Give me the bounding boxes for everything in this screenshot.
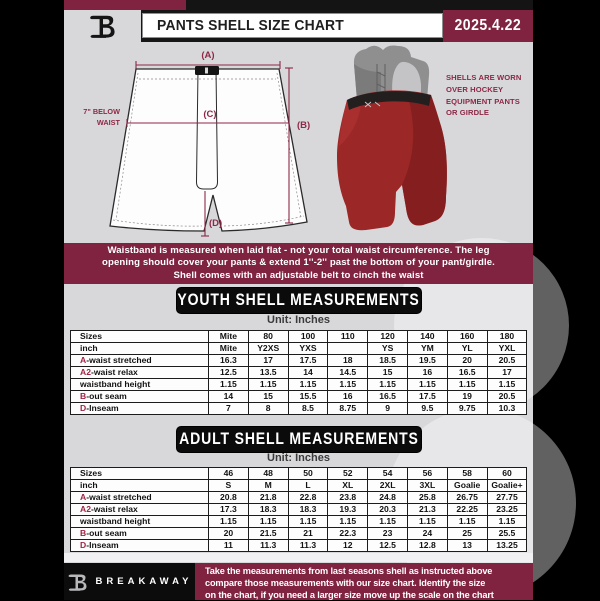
row-label: A2-waist relax: [71, 504, 209, 516]
table-cell: 1.15: [209, 516, 249, 528]
table-cell: 10.3: [487, 403, 527, 415]
text-line: opening should cover your pants & extend 1''-2'' past the bottom of your pant/girdle.: [102, 257, 495, 269]
table-row: [71, 468, 527, 480]
table-cell: 21.8: [248, 492, 288, 504]
table-cell: 1.15: [328, 379, 368, 391]
table-cell: 12.5: [368, 540, 408, 552]
row-label: A-waist stretched: [71, 492, 209, 504]
table-cell: 18: [328, 355, 368, 367]
row-label: D-Inseam: [71, 540, 209, 552]
table-cell: 26.75: [447, 492, 487, 504]
table-cell: 9.5: [407, 403, 447, 415]
table-cell: 1.15: [487, 379, 527, 391]
table-cell: 14: [209, 391, 249, 403]
row-label: waistband height: [71, 516, 209, 528]
table-cell: 20: [447, 355, 487, 367]
table-cell: 23.8: [328, 492, 368, 504]
table-cell: 8: [248, 403, 288, 415]
table-cell: 27.75: [487, 492, 527, 504]
table-row: [71, 480, 527, 492]
table-cell: L: [288, 480, 328, 492]
row-label-prefix: A2: [80, 367, 91, 377]
row-label-prefix: D: [80, 403, 87, 413]
table-cell: 52: [328, 468, 368, 480]
row-label: inch: [71, 343, 209, 355]
shorts-outline: [110, 69, 307, 231]
table-cell: S: [209, 480, 249, 492]
brand-logo-box: [64, 10, 141, 42]
belt-buckle-icon: [195, 66, 219, 75]
text-line: Waistband is measured when laid flat - not your total waist circumference. The leg: [107, 244, 490, 256]
table-cell: 13.25: [487, 540, 527, 552]
row-label: B-out seam: [71, 391, 209, 403]
row-label: B-out seam: [71, 528, 209, 540]
table-cell: 20.5: [487, 391, 527, 403]
table-cell: 1.15: [248, 516, 288, 528]
table-cell: 17: [248, 355, 288, 367]
table-row: [71, 331, 527, 343]
table-cell: 1.15: [288, 379, 328, 391]
table-cell: 14: [288, 367, 328, 379]
measurements-table: [70, 467, 527, 552]
table-cell: 1.15: [447, 379, 487, 391]
footer-brand-box: [64, 563, 195, 600]
page-title-box: [142, 13, 443, 38]
header-bar: [64, 10, 533, 42]
youth-section-title-banner: [177, 288, 421, 313]
table-cell: 56: [407, 468, 447, 480]
table-cell: 1.15: [407, 516, 447, 528]
table-cell: 60: [487, 468, 527, 480]
table-cell: 8.75: [328, 403, 368, 415]
table-cell: YXL: [487, 343, 527, 355]
table-cell: 16.5: [447, 367, 487, 379]
table-row: [71, 391, 527, 403]
table-row: [71, 343, 527, 355]
table-cell: YM: [407, 343, 447, 355]
table-row: [71, 528, 527, 540]
page-title: PANTS SHELL SIZE CHART: [157, 17, 345, 34]
table-row: [71, 540, 527, 552]
row-label: inch: [71, 480, 209, 492]
table-row: [71, 379, 527, 391]
revision-date-box: [443, 10, 533, 42]
table-cell: Goalie+: [487, 480, 527, 492]
table-cell: 110: [328, 331, 368, 343]
table-cell: 15: [248, 391, 288, 403]
footer: [64, 563, 533, 600]
breakaway-b-icon: [86, 11, 120, 41]
table-cell: 11.3: [248, 540, 288, 552]
measurements-table: [70, 330, 527, 415]
table-cell: 24: [407, 528, 447, 540]
measurement-diagram-area: [64, 42, 533, 243]
table-cell: 11.3: [288, 540, 328, 552]
table-cell: 21.5: [248, 528, 288, 540]
table-cell: 1.15: [447, 516, 487, 528]
table-cell: 24.8: [368, 492, 408, 504]
table-cell: 7: [209, 403, 249, 415]
table-cell: 17.3: [209, 504, 249, 516]
adult-section-title-banner: [177, 427, 421, 452]
table-cell: 13.5: [248, 367, 288, 379]
table-cell: 20.5: [487, 355, 527, 367]
text-line: EQUIPMENT PANTS: [446, 96, 520, 106]
row-label: A-waist stretched: [71, 355, 209, 367]
table-cell: 46: [209, 468, 249, 480]
youth-section-title: YOUTH SHELL MEASUREMENTS: [177, 291, 420, 309]
table-cell: 1.15: [407, 379, 447, 391]
row-label-prefix: A: [80, 355, 87, 365]
table-cell: 16.3: [209, 355, 249, 367]
row-label-prefix: B: [80, 391, 87, 401]
text-line: SHELLS ARE WORN: [446, 73, 522, 82]
waist-note-line2: WAIST: [96, 118, 120, 127]
table-cell: Y2XS: [248, 343, 288, 355]
table-cell: 16: [407, 367, 447, 379]
brand-name: BREAKAWAY: [95, 576, 193, 587]
row-label: waistband height: [71, 379, 209, 391]
table-cell: Mite: [209, 343, 249, 355]
table-cell: 50: [288, 468, 328, 480]
row-label-prefix: D: [80, 540, 87, 550]
table-cell: 12.8: [407, 540, 447, 552]
dim-label-d: (D): [209, 218, 223, 229]
table-row: [71, 516, 527, 528]
shorts-measurement-diagram: [64, 42, 344, 243]
table-cell: 25.5: [487, 528, 527, 540]
table-cell: 1.15: [328, 516, 368, 528]
youth-size-table: [70, 330, 527, 415]
table-cell: 19.5: [407, 355, 447, 367]
table-cell: 21.3: [407, 504, 447, 516]
dim-label-b: (B): [297, 120, 311, 131]
row-label-prefix: A: [80, 492, 87, 502]
table-cell: 180: [487, 331, 527, 343]
table-cell: 140: [407, 331, 447, 343]
table-cell: 1.15: [487, 516, 527, 528]
revision-date: 2025.4.22: [454, 17, 522, 34]
top-accent-maroon: [64, 0, 186, 10]
table-cell: 120: [368, 331, 408, 343]
text-line: Take the measurements from last seasons shell as instructed above: [205, 566, 493, 576]
pre-footer-strip: [64, 553, 533, 562]
text-line: compare those measurements with our size chart. Identify the size: [205, 577, 486, 588]
table-cell: 15.5: [288, 391, 328, 403]
top-accent-strip: [64, 0, 533, 10]
table-cell: YL: [447, 343, 487, 355]
table-cell: 16: [328, 391, 368, 403]
waistband-info-banner: [64, 243, 533, 284]
table-cell: 17: [487, 367, 527, 379]
table-cell: 22.8: [288, 492, 328, 504]
table-cell: 1.15: [209, 379, 249, 391]
youth-unit-label: Unit: Inches: [267, 314, 330, 326]
table-cell: 11: [209, 540, 249, 552]
table-cell: 48: [248, 468, 288, 480]
table-cell: XL: [328, 480, 368, 492]
table-cell: 23: [368, 528, 408, 540]
row-label-prefix: B: [80, 528, 87, 538]
table-cell: 54: [368, 468, 408, 480]
table-row: [71, 504, 527, 516]
shell-usage-note: [446, 72, 532, 119]
table-cell: YXS: [288, 343, 328, 355]
size-chart-document: [64, 0, 533, 600]
table-cell: Mite: [209, 331, 249, 343]
row-label-prefix: A2: [80, 504, 91, 514]
adult-unit-label: Unit: Inches: [267, 452, 330, 464]
table-cell: 100: [288, 331, 328, 343]
table-row: [71, 403, 527, 415]
table-cell: 80: [248, 331, 288, 343]
table-cell: 12: [328, 540, 368, 552]
text-line: on the chart, if you need a larger size move up the scale on the chart: [205, 589, 494, 600]
table-cell: 17.5: [407, 391, 447, 403]
row-label: D-Inseam: [71, 403, 209, 415]
row-label: Sizes: [71, 468, 209, 480]
table-cell: YS: [368, 343, 408, 355]
text-line: OVER HOCKEY: [446, 84, 504, 94]
table-cell: 2XL: [368, 480, 408, 492]
table-cell: 25: [447, 528, 487, 540]
table-cell: 20.3: [368, 504, 408, 516]
dim-label-a: (A): [201, 50, 215, 61]
red-shell-shape: [337, 90, 447, 230]
table-cell: 8.5: [288, 403, 328, 415]
table-cell: 13: [447, 540, 487, 552]
table-cell: 21: [288, 528, 328, 540]
table-cell: M: [248, 480, 288, 492]
table-cell: 17.5: [288, 355, 328, 367]
table-cell: 3XL: [407, 480, 447, 492]
table-cell: 18.5: [368, 355, 408, 367]
table-cell: 20: [209, 528, 249, 540]
footer-instructions: [195, 563, 533, 600]
dim-label-c: (C): [203, 109, 217, 120]
text-line: OR GIRDLE: [446, 108, 490, 118]
table-cell: 15: [368, 367, 408, 379]
table-cell: [328, 343, 368, 355]
table-cell: 25.8: [407, 492, 447, 504]
table-row: [71, 367, 527, 379]
adult-section-title: ADULT SHELL MEASUREMENTS: [178, 430, 419, 448]
text-line: Shell comes with an adjustable belt to cinch the waist: [173, 269, 424, 281]
table-cell: 9: [368, 403, 408, 415]
table-cell: 58: [447, 468, 487, 480]
table-cell: 16.5: [368, 391, 408, 403]
waist-note-line1: 7" BELOW: [83, 107, 120, 116]
table-cell: 1.15: [288, 516, 328, 528]
table-cell: 1.15: [248, 379, 288, 391]
table-cell: Goalie: [447, 480, 487, 492]
table-cell: 19.3: [328, 504, 368, 516]
table-cell: 18.3: [248, 504, 288, 516]
table-cell: 1.15: [368, 379, 408, 391]
table-row: [71, 492, 527, 504]
table-cell: 12.5: [209, 367, 249, 379]
breakaway-b-icon: [67, 571, 89, 593]
table-row: [71, 355, 527, 367]
row-label: A2-waist relax: [71, 367, 209, 379]
table-cell: 22.25: [447, 504, 487, 516]
adult-size-table: [70, 467, 527, 552]
table-cell: 19: [447, 391, 487, 403]
table-cell: 1.15: [368, 516, 408, 528]
shell-worn-photo: [335, 42, 455, 242]
table-cell: 20.8: [209, 492, 249, 504]
table-cell: 160: [447, 331, 487, 343]
table-cell: 18.3: [288, 504, 328, 516]
table-cell: 14.5: [328, 367, 368, 379]
table-cell: 23.25: [487, 504, 527, 516]
table-cell: 9.75: [447, 403, 487, 415]
table-cell: 22.3: [328, 528, 368, 540]
row-label: Sizes: [71, 331, 209, 343]
